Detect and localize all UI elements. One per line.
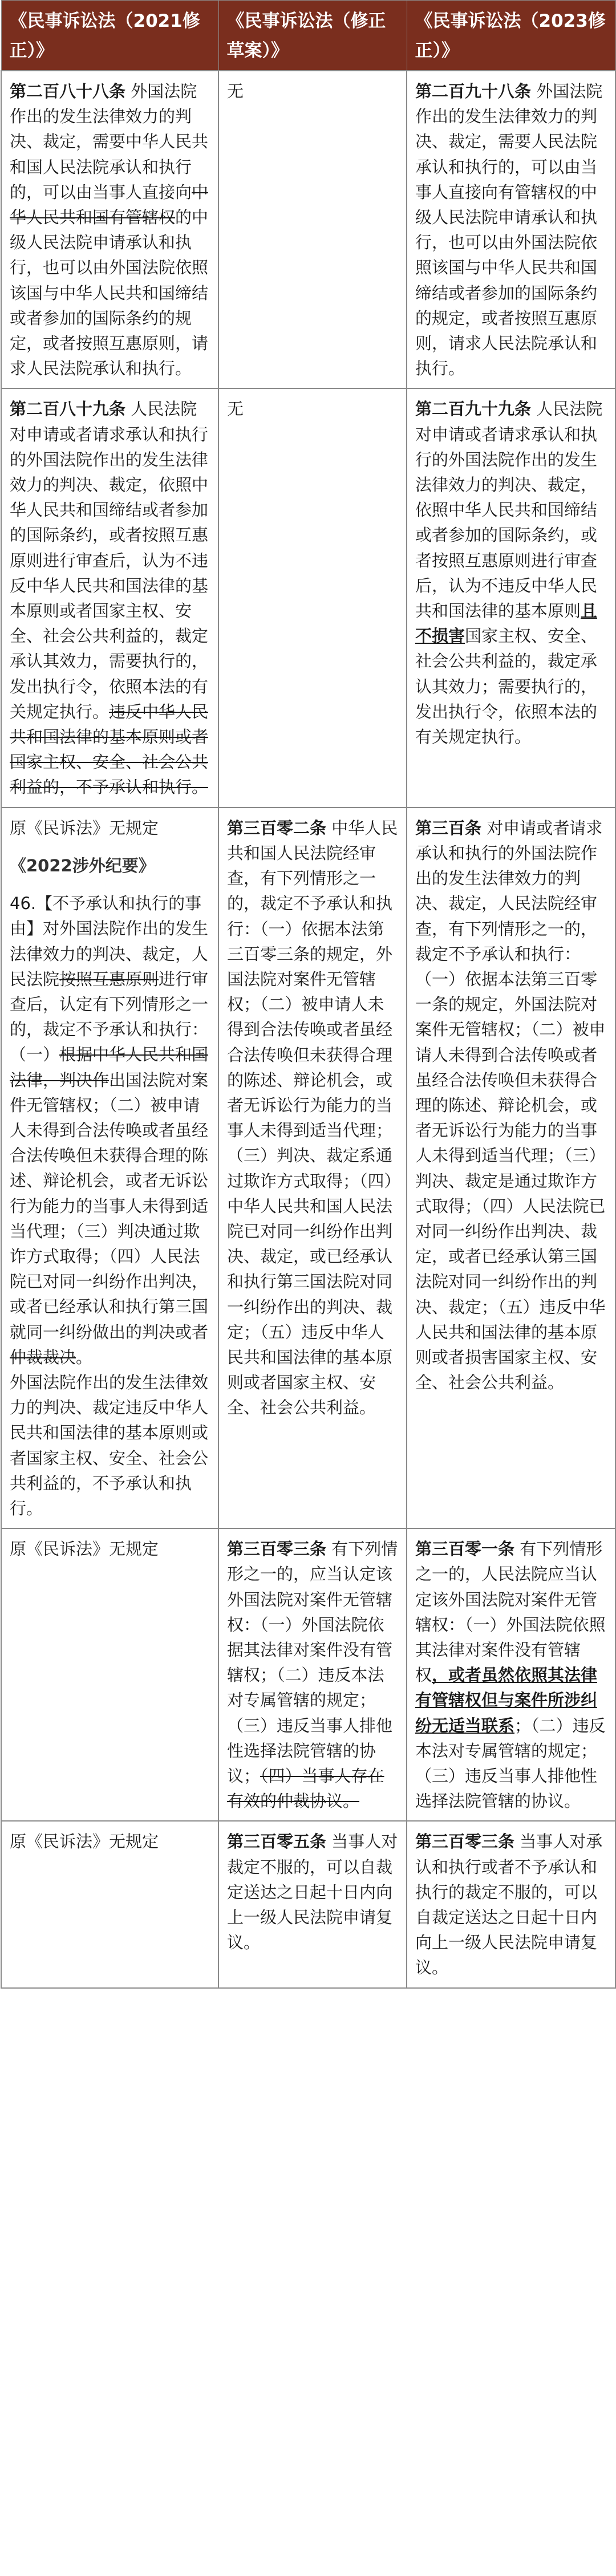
cell-draft: [218, 71, 407, 388]
article-text: 当事人对裁定不服的，可以自裁定送达之日起十日内向上一级人民法院申请复议。: [227, 1832, 398, 1953]
cell-2021: [1, 808, 218, 1528]
article-number: 第二百八十八条: [10, 82, 126, 101]
cell-draft: [218, 808, 407, 1528]
law-comparison-table: [1, 0, 616, 1989]
article-text: 国家主权、安全、社会公共利益的，裁定承认其效力；需要执行的，发出执行令，依照本法的有关规定执行。: [415, 626, 598, 747]
article-text: 无: [227, 82, 244, 101]
article-text: ；（二）违反本法对专属管辖的规定；（三）违反当事人排他性选择法院管辖的协议。: [415, 1715, 606, 1811]
article-number: 第三百条: [415, 818, 482, 838]
table-row: [1, 1821, 615, 1987]
deleted-text: 按照互惠原则: [59, 969, 159, 989]
cell-draft: [218, 388, 407, 807]
article-number: 第二百九十九条: [415, 399, 532, 419]
article-text: 外国法院作出的发生法律效力的判决、裁定违反中华人民共和国法律的基本原则或者国家主权、安全、社会公共利益的，不予承认和执行。: [10, 1372, 209, 1518]
deleted-text: 违反中华人民共和国法律的基本原则或者国家主权、安全、社会公共利益的，不予承认和执行。: [10, 701, 209, 797]
cell-2023: [407, 1821, 615, 1987]
no-provision-note: 原《民诉法》无规定: [10, 1539, 159, 1559]
deleted-text: 中华人民共和国有管辖权: [10, 182, 209, 228]
article-text: 46.【不予承认和执行的事由】对外国法院作出的发生法律效力的判决、裁定，人民法院按照互惠原则进行审查后，认定有下列情形之一的，裁定不予承认和执行：（一）根据中华人民共和国法律，判决作出国法院对案件无管辖权；（二）被申请人未得到合法传唤或者虽经合法传唤但未获得合理的陈述、辩论机会，或者无诉讼行为能力的当事人未得到适当代理；（三）判决通过欺诈方式取得；（四）人民法院已对同一纠纷作出判决，或者已经承认和执行第三国就同一纠纷做出的判决或者仲裁裁决。: [10, 894, 209, 1367]
cell-draft: [218, 1821, 407, 1987]
deleted-text: （四）当事人存在有效的仲裁协议。: [227, 1766, 384, 1811]
article-text: 外国法院作出的发生法律效力的判决、裁定，需要中华人民共和国人民法院承认和执行的，可以由当事人直接向: [10, 82, 209, 202]
cell-2021: [1, 388, 218, 807]
cell-2023: [407, 808, 615, 1528]
cell-draft: [218, 1528, 407, 1821]
article-number: 第三百零三条: [227, 1539, 327, 1559]
article-text: 当事人对承认和执行或者不予承认和执行的裁定不服的，可以自裁定送达之日起十日内向上一级人民法院申请复议。: [415, 1832, 603, 1978]
added-text: 且不损害: [415, 601, 598, 646]
article-text: 有下列情形之一的，人民法院应当认定该外国法院对案件无管辖权：（一）外国法院依照其法律对案件没有管辖权: [415, 1539, 606, 1685]
column-header-2023: 《民事诉讼法（2023修正）》: [407, 1, 615, 71]
article-text: 无: [227, 399, 244, 419]
article-text: 有下列情形之一的，应当认定该外国法院对案件无管辖权：（一）外国法院依据其法律对案件没有管辖权；（二）违反本法对专属管辖的规定；（三）违反当事人排他性选择法院管辖的协议；: [227, 1539, 398, 1786]
deleted-text: 根据中华人民共和国法律，判决作: [10, 1045, 209, 1090]
article-text: 外国法院作出的发生法律效力的判决、裁定，需要人民法院承认和执行的，可以由当事人直接向有管辖权的中级人民法院申请承认和执行，也可以由外国法院依照该国与中华人民共和国缔结或者参加的国际条约的规定，或者按照互惠原则，请求人民法院承认和执行。: [415, 82, 603, 379]
column-header-2021: 《民事诉讼法（2021修正）》: [1, 1, 218, 71]
table-row: [1, 1528, 615, 1821]
article-number: 第三百零三条: [415, 1832, 515, 1852]
no-provision-note: 原《民诉法》无规定: [10, 818, 159, 838]
article-text: 中华人民共和国人民法院经审查，有下列情形之一的，裁定不予承认和执行：（一）依据本法第三百零三条的规定，外国法院对案件无管辖权；（二）被申请人未得到合法传唤或者虽经合法传唤但未获得合理的陈述、辩论机会，或者无诉讼行为能力的当事人未得到适当代理；（三）判决、裁定系通过欺诈方式取得；（四）中华人民共和国人民法院已对同一纠纷作出判决、裁定，或已经承认和执行第三国法院对同一纠纷作出的判决、裁定；（五）违反中华人民共和国法律的基本原则或者国家主权、安全、社会公共利益。: [227, 818, 398, 1418]
cell-2021: [1, 71, 218, 388]
article-number: 第二百九十八条: [415, 82, 532, 101]
article-text: 人民法院对申请或者请求承认和执行的外国法院作出的发生法律效力的判决、裁定，依照中华人民共和国缔结或者参加的国际条约，或者按照互惠原则进行审查后，认为不违反中华人民共和国法律的基本原则或者国家主权、安全、社会公共利益的，裁定承认其效力，需要执行的，发出执行令，依照本法的有关规定执行。: [10, 399, 209, 721]
source-title: 《2022涉外纪要》: [10, 855, 155, 875]
cell-2023: [407, 1528, 615, 1821]
table-header-row: [1, 1, 615, 71]
added-text: ，或者虽然依照其法律有管辖权但与案件所涉纠纷无适当联系: [415, 1665, 598, 1735]
no-provision-note: 原《民诉法》无规定: [10, 1832, 159, 1852]
cell-2021: [1, 1821, 218, 1987]
article-text: 对申请或者请求承认和执行的外国法院作出的发生法律效力的判决、裁定，人民法院经审查，有下列情形之一的，裁定不予承认和执行：（一）依据本法第三百零一条的规定，外国法院对案件无管辖权；（二）被申请人未得到合法传唤或者虽经合法传唤但未获得合理的陈述、辩论机会，或者无诉讼行为能力的当事人未得到适当代理；（三）判决、裁定是通过欺诈方式取得；（四）人民法院已对同一纠纷作出判决、裁定，或者已经承认第三国法院对同一纠纷作出的判决、裁定；（五）违反中华人民共和国法律的基本原则或者损害国家主权、安全、社会公共利益。: [415, 818, 606, 1393]
article-text: 人民法院对申请或者请求承认和执行的外国法院作出的发生法律效力的判决、裁定，依照中华人民共和国缔结或者参加的国际条约，或者按照互惠原则进行审查后，认为不违反中华人民共和国法律的基本原则: [415, 399, 603, 621]
table-row: [1, 388, 615, 807]
article-number: 第三百零一条: [415, 1539, 515, 1559]
article-number: 第三百零二条: [227, 818, 327, 838]
article-number: 第二百八十九条: [10, 399, 126, 419]
cell-2023: [407, 388, 615, 807]
table-row: [1, 71, 615, 388]
article-text: 的中级人民法院申请承认和执行，也可以由外国法院依照该国与中华人民共和国缔结或者参加的国际条约的规定，或者按照互惠原则，请求人民法院承认和执行。: [10, 208, 209, 379]
table-row: [1, 808, 615, 1528]
cell-2023: [407, 71, 615, 388]
article-number: 第三百零五条: [227, 1832, 327, 1852]
cell-2021: [1, 1528, 218, 1821]
column-header-draft: 《民事诉讼法（修正草案）》: [218, 1, 407, 71]
deleted-text: 仲裁裁决: [10, 1347, 76, 1367]
